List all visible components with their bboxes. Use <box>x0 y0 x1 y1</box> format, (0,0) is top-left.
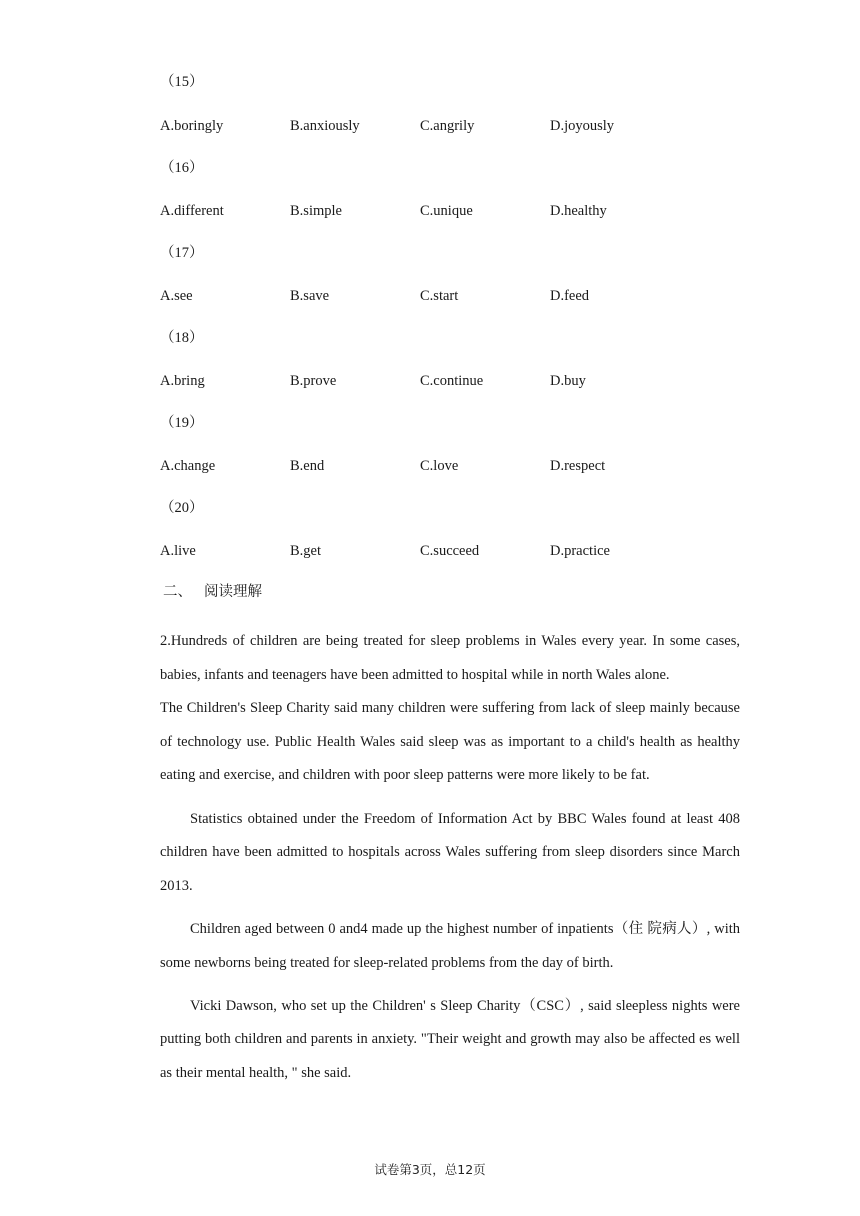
option-c: C.love <box>420 458 459 474</box>
option-a: A.different <box>160 203 224 219</box>
option-c: C.unique <box>420 203 473 219</box>
question-number-20: （20） <box>160 500 204 516</box>
reading-passage <box>160 625 740 1091</box>
option-b: B.save <box>290 288 330 304</box>
options-row-16 <box>160 202 760 220</box>
passage-paragraph: Statistics obtained under the Freedom of Information Act by BBC Wales found at least 408 children have been admitted to hospitals across Wales suffering from sleep disorders since March 2013. <box>160 810 740 894</box>
question-number-18: （18） <box>160 330 204 346</box>
option-a: A.bring <box>160 373 205 389</box>
options-row-18 <box>160 372 760 390</box>
page-footer: 试卷第3页，总12页 <box>374 1162 486 1177</box>
option-c: C.start <box>420 288 459 304</box>
option-a: A.change <box>160 458 216 474</box>
passage-paragraph: Children aged between 0 and4 made up the highest number of inpatients（住 院病人）, with some newborns being treated for sleep-related problems from the day of birth. <box>160 920 740 971</box>
question-number-15: （15） <box>160 74 204 90</box>
option-b: B.get <box>290 543 322 559</box>
option-d: D.practice <box>550 543 610 559</box>
option-d: D.joyously <box>550 118 615 134</box>
option-b: B.prove <box>290 373 337 389</box>
question-number-16: （16） <box>160 160 204 176</box>
option-d: D.buy <box>550 373 586 389</box>
options-row-19 <box>160 457 760 475</box>
passage-paragraph: 2.Hundreds of children are being treated for sleep problems in Wales every year. In some cases, babies, infants and teenagers have been admitted to hospital while in north Wales alone. <box>160 633 740 683</box>
option-a: A.see <box>160 288 193 304</box>
option-b: B.simple <box>290 203 342 219</box>
options-row-15 <box>160 117 760 135</box>
section-title: 阅读理解 <box>204 584 262 600</box>
option-d: D.feed <box>550 288 590 304</box>
option-c: C.succeed <box>420 543 480 559</box>
question-number-17: （17） <box>160 245 204 261</box>
option-c: C.continue <box>420 373 484 389</box>
option-c: C.angrily <box>420 118 475 134</box>
option-b: B.anxiously <box>290 118 360 134</box>
passage-paragraph: The Children's Sleep Charity said many children were suffering from lack of sleep mainly because of technology use. Public Health Wales said sleep was as important to a child's health as healthy eating and exercise, and children with poor sleep patterns were more likely to be fat. <box>160 700 740 784</box>
option-b: B.end <box>290 458 325 474</box>
options-row-20 <box>160 542 760 560</box>
option-d: D.respect <box>550 458 606 474</box>
option-d: D.healthy <box>550 203 607 219</box>
question-number-19: （19） <box>160 415 204 431</box>
section-number: 二、 <box>163 584 192 600</box>
option-a: A.live <box>160 543 196 559</box>
option-a: A.boringly <box>160 118 224 134</box>
options-row-17 <box>160 287 760 305</box>
section-heading <box>163 583 262 601</box>
passage-paragraph: Vicki Dawson, who set up the Children' s Sleep Charity（CSC）, said sleepless nights were putting both children and parents in anxiety. "Their weight and growth may also be affected es well as their mental health, " she said. <box>160 997 740 1081</box>
